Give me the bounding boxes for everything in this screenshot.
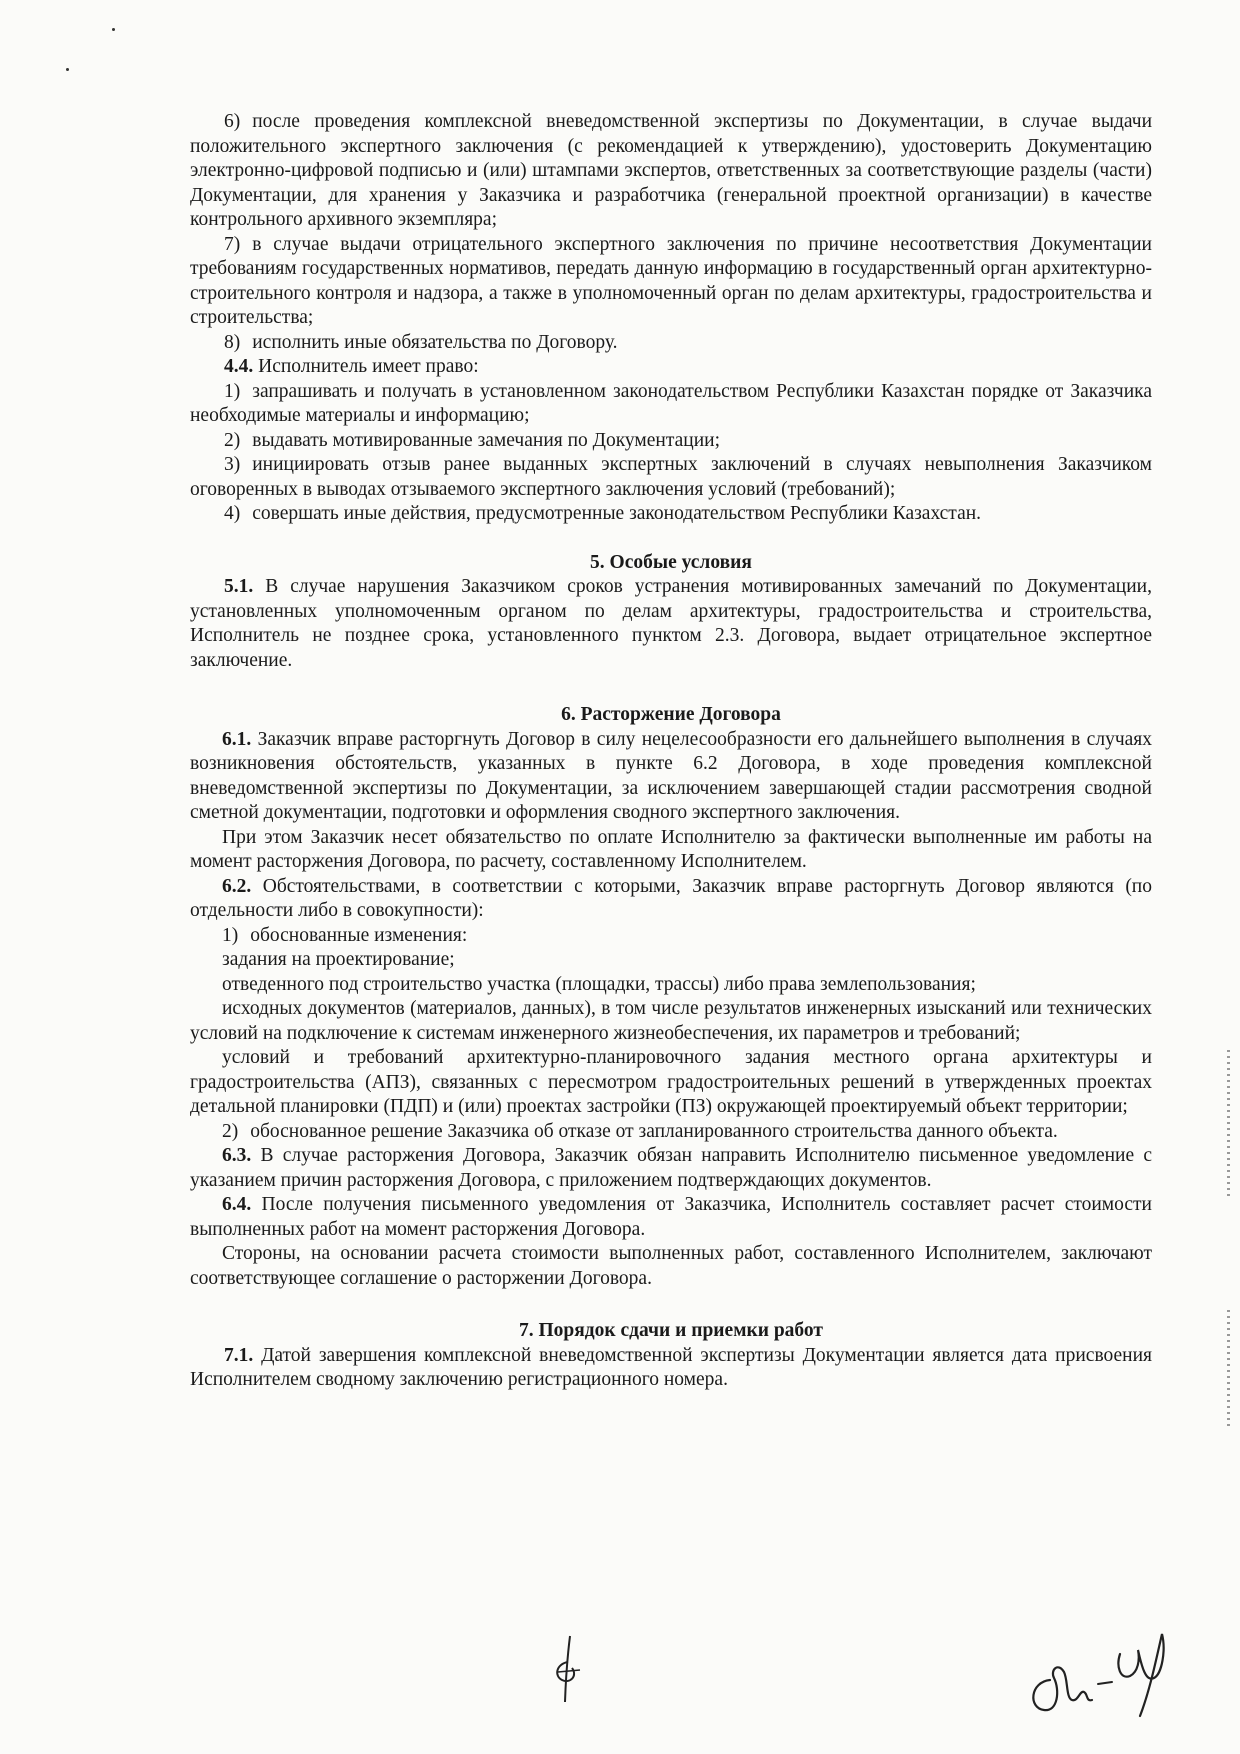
clause-number: 5.1.: [224, 576, 254, 597]
clause-number: 6.4.: [222, 1194, 252, 1215]
item-number: 1): [222, 924, 239, 946]
sub-item: условий и требований архитектурно-планировочного задания местного органа архитектуры и градостроительства (АПЗ), связанных с пересмотром градостроительных решений в утвержденных проектах детальной планировки (ПДП) и (или) проектах застройки (ПЗ) окружающей проектируемый объект территории;: [190, 1047, 1152, 1117]
clause-number: 6.2.: [222, 875, 252, 897]
item-text: совершать иные действия, предусмотренные законодательством Республики Казахстан.: [252, 503, 982, 524]
item-text: исполнить иные обязательства по Договору.: [252, 331, 618, 353]
clause-text: В случае расторжения Договора, Заказчик обязан направить Исполнителю письменное уведомление с указанием причин расторжения Договора, с приложением подтверждающих документов.: [190, 1145, 1153, 1191]
clause-number: 6.1.: [222, 728, 252, 750]
clause-text: Исполнитель имеет право:: [258, 356, 479, 377]
scan-edge-marks: [1227, 1310, 1230, 1430]
scan-edge-marks: [1227, 1050, 1230, 1200]
item-text: после проведения комплексной вневедомственной экспертизы по Документации, в случае выдачи положительного экспертного заключения (с рекомендацией к утверждению), удостоверить Документацию электронно-цифровой подписью и (или) штампами экспертов, ответственных за соответствующие разделы (части) Документации, для хранения у Заказчика и разработчика (генеральной проектной организации) в качестве контрольного архивного экземпляра;: [190, 111, 1152, 230]
sub-item: исходных документов (материалов, данных), в том числе результатов инженерных изысканий или технических условий на подключение к системам инженерного жизнеобеспечения, их параметров и требований;: [190, 998, 1152, 1044]
clause-number: 7.1.: [224, 1344, 254, 1366]
list-item: [190, 429, 1152, 454]
initials-mark: [548, 1632, 588, 1706]
item-number: 6): [224, 111, 241, 132]
sub-item: отведенного под строительство участка (площадки, трассы) либо права землепользования;: [222, 973, 976, 995]
signature: [1020, 1620, 1170, 1720]
item-text: обоснованные изменения:: [250, 924, 468, 946]
paragraph: Стороны, на основании расчета стоимости выполненных работ, составленного Исполнителем, заключают соответствующее соглашение о расторжении Договора.: [190, 1243, 1152, 1289]
item-number: 3): [224, 454, 241, 475]
clause: [190, 875, 1152, 924]
clause-number: 4.4.: [224, 356, 254, 377]
document-body: [190, 110, 1152, 1393]
clause-text: Датой завершения комплексной вневедомственной экспертизы Документации является дата присвоения Исполнителем сводному заключению регистрационного номера.: [190, 1344, 1152, 1390]
sub-item: задания на проектирование;: [222, 949, 455, 970]
list-item: [190, 502, 1152, 527]
paragraph: При этом Заказчик несет обязательство по оплате Исполнителю за фактически выполненные им работы на момент расторжения Договора, по расчету, составленному Исполнителем.: [190, 826, 1152, 872]
item-text: инициировать отзыв ранее выданных экспертных заключений в случаях невыполнения Заказчиком оговоренных в выводах отзываемого экспертного заключения условий (требований);: [190, 454, 1152, 500]
item-number: 2): [222, 1120, 239, 1142]
list-item: [190, 453, 1152, 502]
item-number: 7): [224, 233, 241, 255]
item-text: обоснованное решение Заказчика об отказе от запланированного строительства данного объекта.: [250, 1120, 1058, 1142]
item-number: 8): [224, 331, 241, 353]
clause-text: В случае нарушения Заказчиком сроков устранения мотивированных замечаний по Документации, установленных уполномоченным органом по делам архитектуры, градостроительства и строительства, Исполнитель не позднее срока, установленного пунктом 2.3. Договора, выдает отрицательное экспертное заключение.: [190, 576, 1152, 671]
list-item: [190, 110, 1152, 233]
clause-text: Обстоятельствами, в соответствии с которыми, Заказчик вправе расторгнуть Договор являются (по отдельности либо в совокупности):: [190, 875, 1152, 921]
clause: [190, 1344, 1152, 1393]
clause-number: 6.3.: [222, 1145, 252, 1166]
section-heading: 7. Порядок сдачи и приемки работ: [518, 1320, 823, 1341]
section-heading: 5. Особые условия: [590, 551, 752, 573]
clause: [190, 1193, 1152, 1242]
item-text: запрашивать и получать в установленном законодательством Республики Казахстан порядке от Заказчика необходимые материалы и информацию;: [190, 380, 1152, 426]
clause-text: Заказчик вправе расторгнуть Договор в силу нецелесообразности его дальнейшего выполнения в случаях возникновения обстоятельств, указанных в пункте 6.2 Договора, в ходе проведения комплексной вневедомственной экспертизы по Документации, за исключением завершающей стадии рассмотрения сводной сметной документации, подготовки и оформления сводного экспертного заключения.: [190, 728, 1152, 823]
clause: [190, 575, 1152, 673]
list-item: [190, 331, 1152, 356]
item-number: 4): [224, 503, 241, 524]
clause-text: После получения письменного уведомления от Заказчика, Исполнитель составляет расчет стоимости выполненных работ на момент расторжения Договора.: [190, 1194, 1152, 1240]
section-heading: 6. Расторжение Договора: [561, 704, 781, 725]
scan-speck: [66, 68, 69, 71]
list-item: [190, 380, 1152, 429]
item-text: в случае выдачи отрицательного экспертного заключения по причине несоответствия Документации требованиям государственных нормативов, передать данную информацию в государственный орган архитектурно-строительного контроля и надзора, а также в уполномоченный орган по делам архитектуры, градостроительства и строительства;: [190, 233, 1152, 328]
item-text: выдавать мотивированные замечания по Документации;: [252, 429, 720, 451]
item-number: 2): [224, 429, 241, 451]
clause: [190, 728, 1152, 826]
item-number: 1): [224, 380, 241, 402]
list-item: [190, 924, 1152, 949]
clause: [190, 355, 1152, 380]
list-item: [190, 233, 1152, 331]
clause: [190, 1144, 1152, 1193]
list-item: [190, 1120, 1152, 1145]
scan-speck: [112, 28, 115, 31]
